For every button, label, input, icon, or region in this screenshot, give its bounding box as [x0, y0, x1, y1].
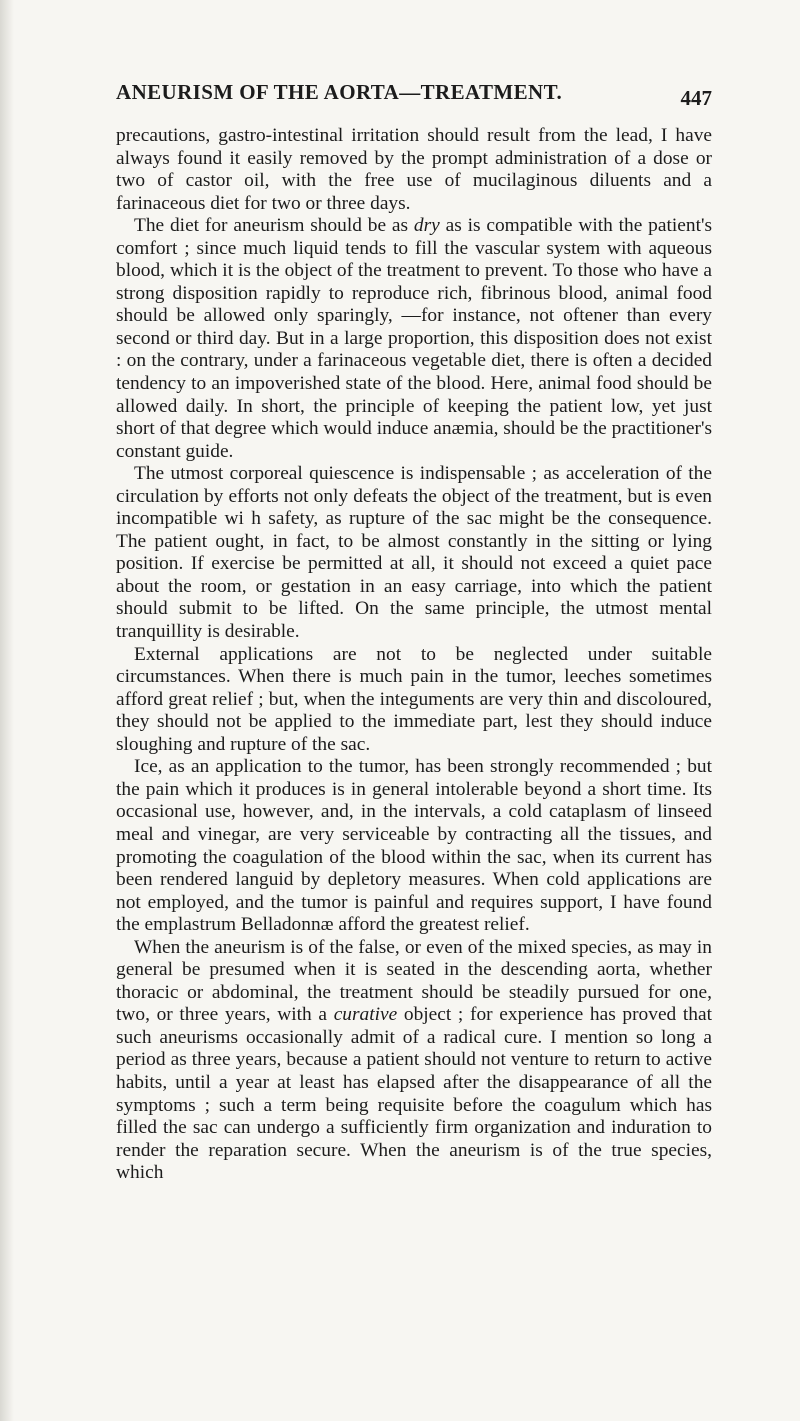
emphasis-curative: curative	[333, 1004, 398, 1026]
paragraph-4	[116, 644, 712, 757]
paragraph-text: When the aneurism is of the false, or even of the mixed species, as may in general be presumed when it is seated in the descending aorta, whether thoracic or abdominal, the treatment should be steadily pursued for one, two, or three years, with a	[116, 936, 712, 1026]
paragraph-text: The diet for aneurism should be as	[134, 215, 414, 237]
paragraph-text: as is compatible with the patient's comfort ; since much liquid tends to fill the vascular system with aqueous blood, which it is the object of the treatment to prevent. To those who have a strong disposition rapidly to reproduce rich, fibrinous blood, animal food should be allowed only sparingly, —for instance, not oftener than every second or third day. But in a large proportion, this disposition does not exist : on the contrary, under a farinaceous vegetable diet, there is often a decided tendency to an impoverished state of the blood. Here, animal food should be allowed daily. In short, the principle of keeping the patient low, yet just short of that degree which would induce anæmia, should be the practitioner's constant guide.	[116, 215, 712, 462]
paragraph-6	[116, 937, 712, 1185]
paragraph-2	[116, 215, 712, 463]
running-title: ANEURISM OF THE AORTA—TREATMENT.	[116, 80, 563, 104]
paragraph-text: Ice, as an application to the tumor, has been strongly recommended ; but the pain which it produces is in general intolerable beyond a short time. Its occasional use, however, and, in the intervals, a cold cataplasm of linseed meal and vinegar, are very serviceable by contracting all the tissues, and promoting the coagulation of the blood within the sac, when its current has been rendered languid by depletory measures. When cold applications are not employed, and the tumor is painful and requires support, I have found the emplastrum Belladonnæ afford the greatest relief.	[116, 756, 712, 936]
page-gutter-shadow	[0, 0, 14, 1421]
page-number: 447	[680, 86, 712, 110]
paragraph-text: The utmost corporeal quiescence is indispensable ; as acceleration of the circulation by efforts not only defeats the object of the treatment, but is even incompatible wi h safety, as rupture of the sac might be the consequence. The patient ought, in fact, to be almost constantly in the sitting or lying position. If exercise be permitted at all, it should not exceed a quiet pace about the room, or gestation in an easy carriage, into which the patient should submit to be lifted. On the same principle, the utmost mental tranquillity is desirable.	[116, 463, 712, 643]
body-text	[116, 125, 712, 1185]
paragraph-text: External applications are not to be neglected under suitable circumstances. When there is much pain in the tumor, leeches sometimes afford great relief ; but, when the integuments are very thin and discoloured, they should not be applied to the immediate part, lest they should induce sloughing and rupture of the sac.	[116, 643, 712, 755]
paragraph-5	[116, 756, 712, 936]
paragraph-text: precautions, gastro-intestinal irritation should result from the lead, I have always found it easily removed by the prompt administration of a dose or two of castor oil, with the free use of mucilaginous diluents and a farinaceous diet for two or three days.	[116, 125, 712, 214]
emphasis-dry: dry	[413, 215, 440, 237]
paragraph-text: object ; for experience has proved that such aneurisms occasionally admit of a radical cure. I mention so long a period as three years, because a patient should not venture to return to active habits, until a year at least has elapsed after the disappearance of all the symptoms ; such a term being requisite before the coagulum which has filled the sac can undergo a sufficiently firm organization and induration to render the reparation secure. When the aneurism is of the true species, which	[116, 1004, 712, 1184]
paragraph-3	[116, 463, 712, 643]
running-head	[116, 80, 712, 110]
paragraph-1	[116, 125, 712, 215]
